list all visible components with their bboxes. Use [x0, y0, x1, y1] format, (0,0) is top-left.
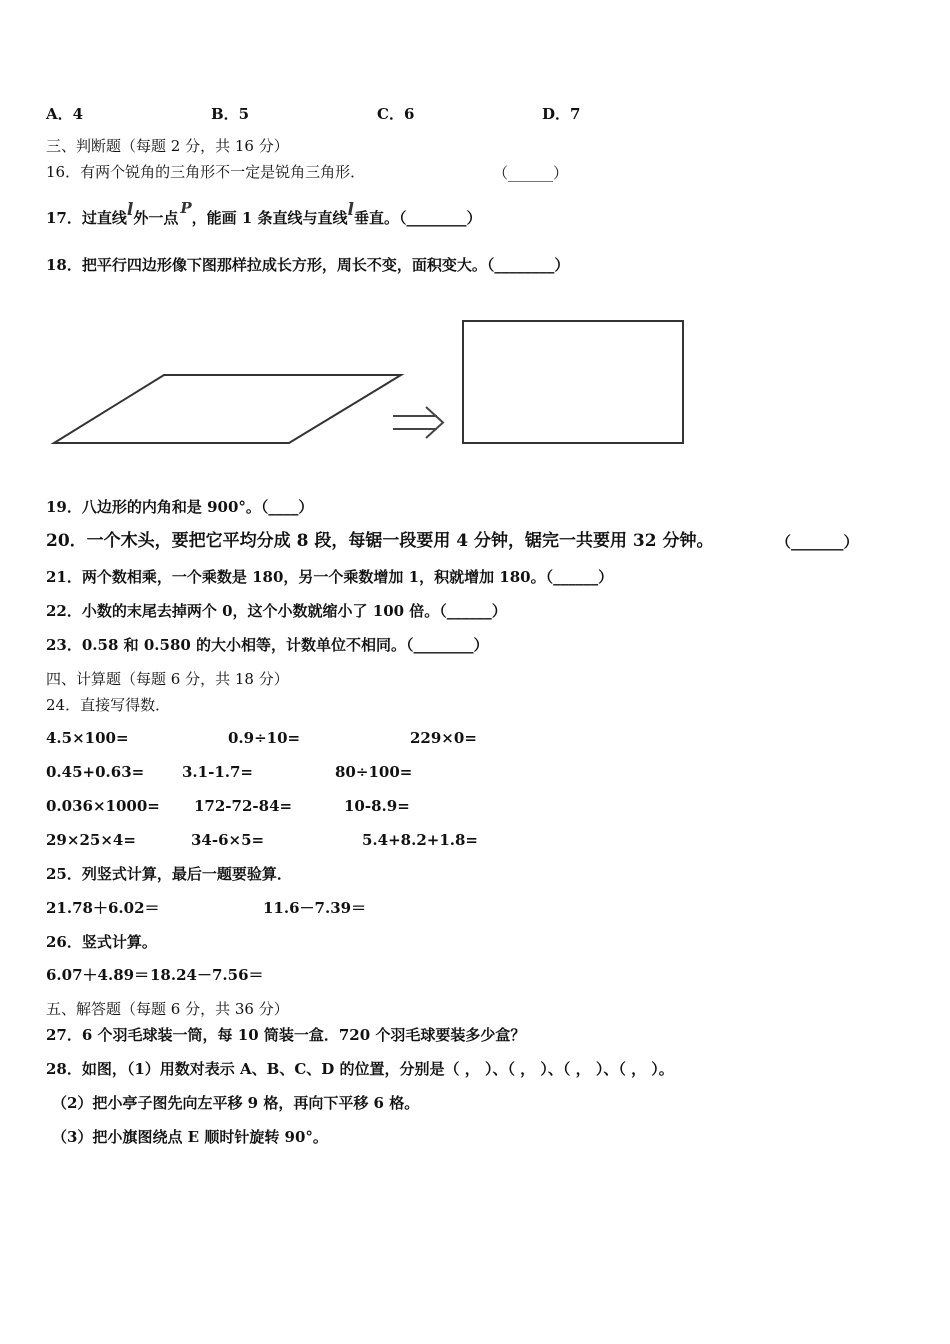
question-17 [46, 199, 482, 228]
calc-item: 229×0= [410, 729, 477, 747]
calc-item: 5.4+8.2+1.8= [362, 831, 478, 849]
question-16: 16．有两个锐角的三角形不一定是锐角三角形． [46, 163, 366, 181]
calc-item: 29×25×4= [46, 831, 136, 849]
question-28-part1: 28．如图，（1）用数对表示 A、B、C、D 的位置，分别是（ ， ）、（ ， ）、（ ， ）、（ ， ）。 [46, 1060, 674, 1078]
question-21: 21．两个数相乘，一个乘数是 180，另一个乘数增加 1，积就增加 180。（______） [46, 568, 614, 586]
question-27: 27．6 个羽毛球装一筒，每 10 筒装一盒．720 个羽毛球要装多少盒？ [46, 1026, 526, 1044]
question-20-blank: （_______） [776, 533, 859, 551]
calc-item: 80÷100= [335, 763, 413, 781]
question-24-title: 24．直接写得数． [46, 696, 171, 714]
calc-item: 6.07＋4.89＝ [46, 966, 150, 984]
parallelogram-to-rectangle-figure [0, 305, 950, 475]
question-19: 19．八边形的内角和是 900°。（____） [46, 498, 314, 516]
section-5-title: 五、解答题（每题 6 分，共 36 分） [46, 1000, 289, 1018]
calc-item: 0.45+0.63= [46, 763, 145, 781]
q17-part3: ，能画 1 条直线与直线 [191, 209, 348, 227]
calc-item: 172-72-84= [194, 797, 293, 815]
question-22: 22．小数的末尾去掉两个 0，这个小数就缩小了 100 倍。（______） [46, 602, 507, 620]
calc-item: 10-8.9= [344, 797, 410, 815]
rectangle-shape [463, 321, 683, 443]
question-28-part3: （3）把小旗图绕点 E 顺时针旋转 90°。 [52, 1128, 328, 1146]
section-4-title: 四、计算题（每题 6 分，共 18 分） [46, 670, 289, 688]
parallelogram-shape [54, 375, 401, 443]
option-d: D．7 [542, 105, 581, 123]
question-18: 18．把平行四边形像下图那样拉成长方形，周长不变，面积变大。（________） [46, 256, 570, 274]
section-3-title: 三、判断题（每题 2 分，共 16 分） [46, 137, 289, 155]
q17-part1: 17．过直线 [46, 209, 127, 227]
calc-item: 21.78＋6.02＝ [46, 899, 160, 917]
calc-item: 34-6×5= [191, 831, 265, 849]
question-28-part2: （2）把小亭子图先向左平移 9 格，再向下平移 6 格。 [52, 1094, 420, 1112]
question-20: 20．一个木头，要把它平均分成 8 段，每锯一段要用 4 分钟，锯完一共要用 32 分钟。 [46, 531, 714, 551]
calc-item: 4.5×100= [46, 729, 129, 747]
calc-item: 18.24－7.56＝ [150, 966, 264, 984]
option-b: B．5 [211, 105, 250, 123]
question-16-blank: （______） [493, 164, 569, 182]
calc-item: 0.036×1000= [46, 797, 160, 815]
calc-item: 3.1-1.7= [182, 763, 253, 781]
line-l-symbol-2: l [347, 200, 354, 220]
point-p-symbol: P [180, 199, 192, 217]
option-c: C．6 [377, 105, 415, 123]
line-l-symbol: l [126, 200, 134, 220]
calc-item: 0.9÷10= [228, 729, 301, 747]
question-23: 23．0.58 和 0.580 的大小相等，计数单位不相同。（________） [46, 636, 489, 654]
question-25-title: 25．列竖式计算，最后一题要验算． [46, 865, 292, 883]
q17-part4: 垂直。（________） [354, 209, 482, 227]
right-double-arrow-icon [393, 407, 443, 438]
q17-part2: 外一点 [133, 209, 179, 227]
question-26-title: 26．竖式计算。 [46, 933, 157, 951]
option-a: A．4 [46, 105, 84, 123]
calc-item: 11.6－7.39＝ [263, 899, 367, 917]
